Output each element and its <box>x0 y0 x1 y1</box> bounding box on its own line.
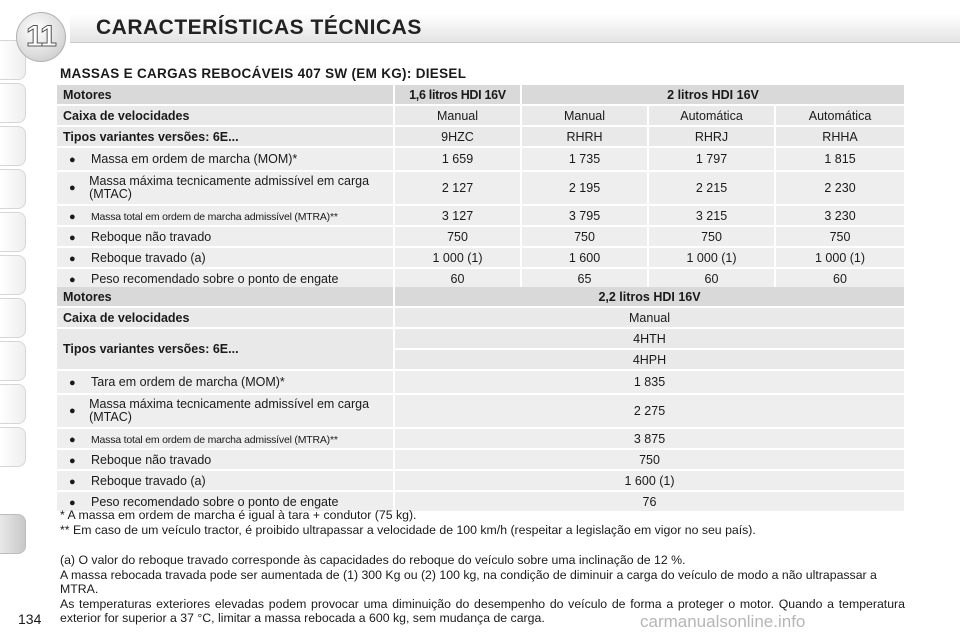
table-cell: 1 815 <box>776 148 904 170</box>
row-label: Massa total em ordem de marcha admissível (MTRA)** <box>91 433 338 446</box>
tipos-label: Tipos variantes versões: 6E... <box>57 127 395 146</box>
motor-20-header: 2 litros HDI 16V <box>522 85 904 104</box>
bullet-icon: ● <box>69 496 76 509</box>
table-row <box>57 248 904 267</box>
bullet-icon: ● <box>69 182 76 194</box>
bullet-icon: ● <box>69 210 76 223</box>
row-label: Massa máxima tecnicamente admissível em carga (MTAC) <box>89 397 370 424</box>
footnote: As temperaturas exteriores elevadas podem provocar uma diminuição do desempenho do veículo de forma a proteger o motor. Quando a temperatura exterior for superior a 37 °C, limitar a massa rebocada a 600 kg, sem mudança de carga. <box>60 597 905 625</box>
chapter-tab[interactable] <box>0 83 26 123</box>
table-cell: RHRJ <box>649 127 776 146</box>
table-cell: 60 <box>776 269 904 288</box>
table-cell: 2 215 <box>649 172 776 204</box>
table-cell: 1 600 (1) <box>395 471 904 490</box>
table-cell: 1 797 <box>649 148 776 170</box>
caixa-label: Caixa de velocidades <box>57 308 395 327</box>
table-row <box>57 106 904 125</box>
chapter-tab[interactable] <box>0 212 26 252</box>
table-cell: 2 195 <box>522 172 649 204</box>
row-label: Reboque não travado <box>91 452 212 467</box>
bullet-icon: ● <box>69 433 76 446</box>
bullet-icon: ● <box>69 405 76 417</box>
chapter-tab[interactable] <box>0 169 26 209</box>
table-row <box>57 371 904 393</box>
table-cell: 4HTH <box>395 329 904 348</box>
footnote: (a) O valor do reboque travado corresponde às capacidades do reboque do veículo sobre uma inclinação de 12 %. <box>60 553 686 567</box>
table-row <box>57 395 904 427</box>
specs-table-22 <box>57 285 904 513</box>
table-cell: 750 <box>649 227 776 246</box>
table-cell: 750 <box>395 450 904 469</box>
table-cell: 3 795 <box>522 206 649 225</box>
row-label: Peso recomendado sobre o ponto de engate <box>91 271 339 286</box>
table-cell: 750 <box>522 227 649 246</box>
tipos-label: Tipos variantes versões: 6E... <box>57 329 395 369</box>
table-row <box>57 429 904 448</box>
chapter-tab-active[interactable] <box>0 514 26 554</box>
table-cell: 3 127 <box>395 206 522 225</box>
table-row <box>57 127 904 146</box>
table-row <box>57 287 904 306</box>
specs-table-16-20 <box>57 83 904 290</box>
table-row <box>57 206 904 225</box>
table-row <box>57 471 904 490</box>
motor-16-header: 1,6 litros HDI 16V <box>395 85 522 104</box>
table-cell: 1 835 <box>395 371 904 393</box>
bullet-icon: ● <box>69 154 76 166</box>
table-cell: Manual <box>522 106 649 125</box>
table-cell: 3 875 <box>395 429 904 448</box>
table-cell: 2 127 <box>395 172 522 204</box>
table-cell: 1 000 (1) <box>649 248 776 267</box>
row-label: Reboque travado (a) <box>91 473 206 488</box>
table-cell: 76 <box>395 492 904 511</box>
row-label: Reboque não travado <box>91 229 212 244</box>
table-cell: RHHA <box>776 127 904 146</box>
bullet-icon: ● <box>69 454 76 467</box>
table-cell: 3 230 <box>776 206 904 225</box>
row-label: Peso recomendado sobre o ponto de engate <box>91 494 339 509</box>
table-cell: Automática <box>776 106 904 125</box>
page-number: 134 <box>18 611 42 627</box>
bullet-icon: ● <box>69 252 76 265</box>
motores-label: Motores <box>57 287 395 306</box>
table-row <box>57 450 904 469</box>
table-cell: 60 <box>649 269 776 288</box>
table-row <box>57 329 904 348</box>
table-cell: 2 275 <box>395 395 904 427</box>
row-label: Massa total em ordem de marcha admissível (MTRA)** <box>91 210 338 223</box>
table-cell: 750 <box>776 227 904 246</box>
caixa-label: Caixa de velocidades <box>57 106 395 125</box>
table-row <box>57 85 904 104</box>
table-cell: 4HPH <box>395 350 904 369</box>
chapter-tab[interactable] <box>0 384 26 424</box>
motores-label: Motores <box>57 85 395 104</box>
chapter-tabs <box>0 40 30 640</box>
bullet-icon: ● <box>69 273 76 286</box>
table-row <box>57 308 904 327</box>
chapter-tab[interactable] <box>0 255 26 295</box>
page-title: CARACTERÍSTICAS TÉCNICAS <box>96 16 422 39</box>
table-row <box>57 172 904 204</box>
table-cell: 65 <box>522 269 649 288</box>
table-cell: 1 600 <box>522 248 649 267</box>
table-cell: 60 <box>395 269 522 288</box>
row-label: Massa máxima tecnicamente admissível em carga (MTAC) <box>89 174 370 201</box>
section-title: MASSAS E CARGAS REBOCÁVEIS 407 SW (EM KG): DIESEL <box>60 66 467 81</box>
table-cell: Manual <box>395 308 904 327</box>
chapter-tab[interactable] <box>0 126 26 166</box>
table-cell: 750 <box>395 227 522 246</box>
chapter-tab[interactable] <box>0 427 26 467</box>
table-row <box>57 148 904 170</box>
table-cell: 2 230 <box>776 172 904 204</box>
bullet-icon: ● <box>69 377 76 389</box>
bullet-icon: ● <box>69 231 76 244</box>
table-cell: Automática <box>649 106 776 125</box>
table-cell: Manual <box>395 106 522 125</box>
table-cell: 9HZC <box>395 127 522 146</box>
row-label: Tara em ordem de marcha (MOM)* <box>91 375 285 389</box>
footnote: A massa rebocada travada pode ser aumentada de (1) 300 Kg ou (2) 100 kg, na condição de diminuir a carga do veículo de modo a não ultrapassar a MTRA. <box>60 568 877 596</box>
table-cell: 1 659 <box>395 148 522 170</box>
motor-22-header: 2,2 litros HDI 16V <box>395 287 904 306</box>
chapter-tab[interactable] <box>0 341 26 381</box>
footnote: * A massa em ordem de marcha é igual à tara + condutor (75 kg). <box>60 508 417 522</box>
table-cell: 1 735 <box>522 148 649 170</box>
watermark: carmanualsonline.info <box>640 612 806 631</box>
chapter-number-badge: 11 <box>16 12 66 62</box>
chapter-tab[interactable] <box>0 298 26 338</box>
footnote: ** Em caso de um veículo tractor, é proibido ultrapassar a velocidade de 100 km/h (respeitar a legislação em vigor no seu país). <box>60 523 756 537</box>
table-row <box>57 227 904 246</box>
table-cell: 1 000 (1) <box>395 248 522 267</box>
bullet-icon: ● <box>69 475 76 488</box>
row-label: Massa em ordem de marcha (MOM)* <box>91 152 298 166</box>
table-cell: RHRH <box>522 127 649 146</box>
table-cell: 1 000 (1) <box>776 248 904 267</box>
table-cell: 3 215 <box>649 206 776 225</box>
row-label: Reboque travado (a) <box>91 250 206 265</box>
